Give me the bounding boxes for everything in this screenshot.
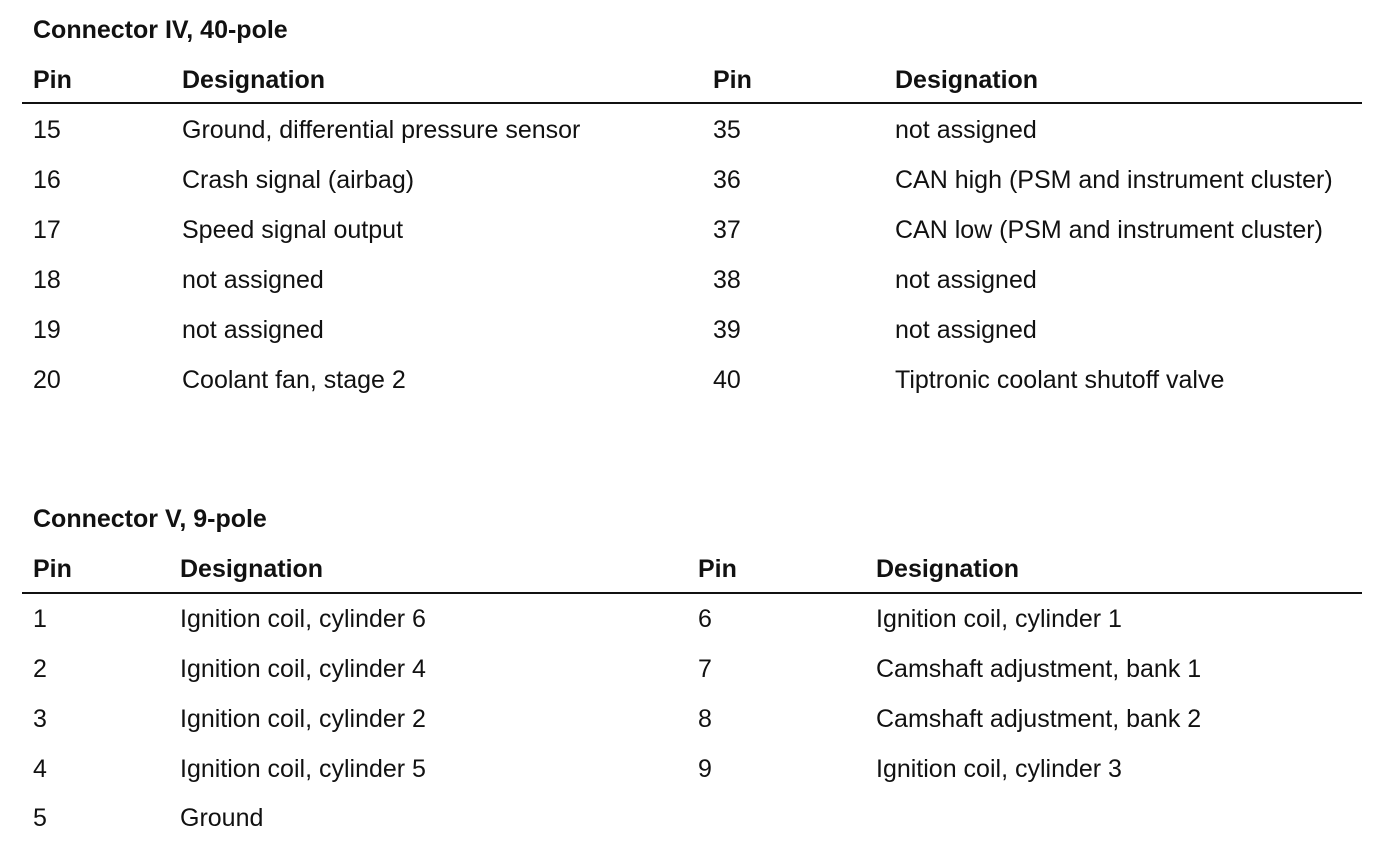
connector-v-header-pin-left: Pin (33, 555, 72, 583)
connector-iv-header-pin-left: Pin (33, 66, 72, 94)
table-cell-pin: 38 (713, 266, 741, 294)
table-cell-designation: Ignition coil, cylinder 5 (180, 755, 426, 783)
table-cell-pin: 17 (33, 216, 61, 244)
table-cell-pin: 6 (698, 605, 712, 633)
connector-v-header-designation-left: Designation (180, 555, 324, 583)
table-cell-pin: 19 (33, 316, 61, 344)
table-cell-pin: 39 (713, 316, 741, 344)
table-cell-designation: Ground, differential pressure sensor (182, 116, 581, 144)
table-cell-designation: not assigned (895, 116, 1037, 144)
connector-iv-title: Connector IV, 40-pole (33, 16, 288, 44)
table-cell-pin: 4 (33, 755, 47, 783)
table-cell-designation: Ignition coil, cylinder 4 (180, 655, 426, 683)
table-cell-designation: not assigned (895, 266, 1037, 294)
connector-v-title: Connector V, 9-pole (33, 505, 267, 533)
table-cell-designation: Ignition coil, cylinder 1 (876, 605, 1122, 633)
table-cell-designation: CAN low (PSM and instrument cluster) (895, 216, 1323, 244)
table-cell-pin: 36 (713, 166, 741, 194)
connector-iv-header-designation-right: Designation (895, 66, 1039, 94)
table-cell-pin: 40 (713, 366, 741, 394)
table-cell-designation: Ground (180, 804, 264, 832)
table-cell-designation: not assigned (895, 316, 1037, 344)
table-cell-pin: 16 (33, 166, 61, 194)
table-cell-pin: 7 (698, 655, 712, 683)
table-cell-pin: 9 (698, 755, 712, 783)
connector-v-header-rule (22, 592, 1362, 594)
connector-iv-header-rule (22, 102, 1362, 104)
table-cell-pin: 3 (33, 705, 47, 733)
table-cell-designation: Camshaft adjustment, bank 1 (876, 655, 1202, 683)
table-cell-designation: Camshaft adjustment, bank 2 (876, 705, 1202, 733)
table-cell-pin: 8 (698, 705, 712, 733)
table-cell-pin: 37 (713, 216, 741, 244)
table-cell-pin: 15 (33, 116, 61, 144)
connector-iv-header-designation-left: Designation (182, 66, 326, 94)
table-cell-pin: 20 (33, 366, 61, 394)
table-cell-designation: Ignition coil, cylinder 2 (180, 705, 426, 733)
table-cell-designation: Tiptronic coolant shutoff valve (895, 366, 1225, 394)
connector-v-header-pin-right: Pin (698, 555, 737, 583)
table-cell-designation: Ignition coil, cylinder 3 (876, 755, 1122, 783)
table-cell-designation: not assigned (182, 316, 324, 344)
table-cell-designation: Crash signal (airbag) (182, 166, 415, 194)
table-cell-designation: Ignition coil, cylinder 6 (180, 605, 426, 633)
table-cell-designation: Coolant fan, stage 2 (182, 366, 406, 394)
connector-iv-header-pin-right: Pin (713, 66, 752, 94)
table-cell-pin: 1 (33, 605, 47, 633)
table-cell-pin: 18 (33, 266, 61, 294)
table-cell-designation: not assigned (182, 266, 324, 294)
table-cell-pin: 35 (713, 116, 741, 144)
connector-v-header-designation-right: Designation (876, 555, 1020, 583)
table-cell-pin: 2 (33, 655, 47, 683)
table-cell-designation: CAN high (PSM and instrument cluster) (895, 166, 1333, 194)
table-cell-pin: 5 (33, 804, 47, 832)
table-cell-designation: Speed signal output (182, 216, 404, 244)
